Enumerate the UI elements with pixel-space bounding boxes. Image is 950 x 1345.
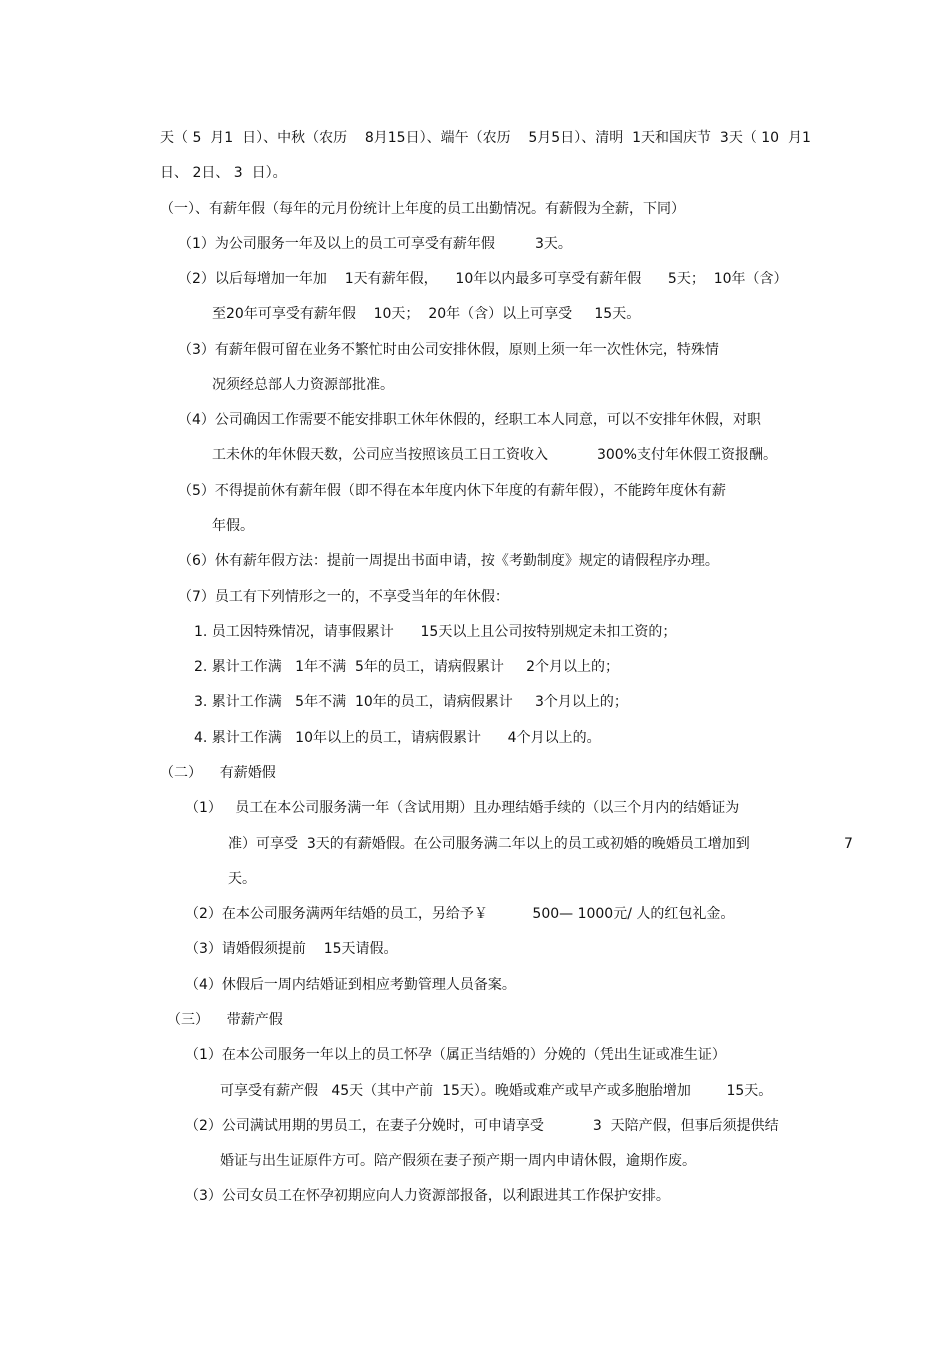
list-item: （1）在本公司服务一年以上的员工怀孕（属正当结婚的）分娩的（凭出生证或准生证） bbox=[185, 1047, 726, 1063]
sub-list-item: 1. 员工因特殊情况，请事假累计 15天以上且公司按特别规定未扣工资的； bbox=[194, 624, 677, 640]
text-line: 天（ 5 月1 日）、中秋（农历 8月15日）、端午（农历 5月5日）、清明 1天和国庆节 3天（ 10 月1 bbox=[160, 130, 811, 146]
list-item: （3）请婚假须提前 15天请假。 bbox=[185, 941, 398, 957]
list-item: （1） 员工在本公司服务满一年（含试用期）且办理结婚手续的（以三个月内的结婚证为 bbox=[185, 800, 740, 816]
section-heading: （二） 有薪婚假 bbox=[160, 765, 276, 781]
list-item: （3）有薪年假可留在业务不繁忙时由公司安排休假，原则上须一年一次性休完，特殊情 bbox=[178, 342, 719, 358]
list-item-continuation: 可享受有薪产假 45天（其中产前 15天）。晚婚或难产或早产或多胞胎增加 15天。 bbox=[220, 1083, 773, 1099]
list-item-continuation: 至20年可享受有薪年假 10天； 20年（含）以上可享受 15天。 bbox=[212, 306, 641, 322]
list-item-continuation: 况须经总部人力资源部批准。 bbox=[212, 377, 394, 393]
list-item-continuation: 婚证与出生证原件方可。陪产假须在妻子预产期一周内申请休假，逾期作废。 bbox=[220, 1153, 696, 1169]
list-item: （1）为公司服务一年及以上的员工可享受有薪年假 3天。 bbox=[178, 236, 572, 252]
sub-list-item: 3. 累计工作满 5年不满 10年的员工，请病假累计 3个月以上的； bbox=[194, 694, 628, 710]
list-item-continuation: 准）可享受 3天的有薪婚假。在公司服务满二年以上的员工或初婚的晚婚员工增加到 bbox=[228, 836, 750, 852]
text-line: 日、 2日、 3 日）。 bbox=[160, 165, 287, 181]
list-item: （3）公司女员工在怀孕初期应向人力资源部报备，以利跟进其工作保护安排。 bbox=[185, 1188, 670, 1204]
sub-list-item: 2. 累计工作满 1年不满 5年的员工，请病假累计 2个月以上的； bbox=[194, 659, 620, 675]
list-item-continuation: 工未休的年休假天数，公司应当按照该员工日工资收入 300%支付年休假工资报酬。 bbox=[212, 447, 777, 463]
section-heading: （三） 带薪产假 bbox=[167, 1012, 283, 1028]
list-item: （7）员工有下列情形之一的，不享受当年的年休假： bbox=[178, 589, 509, 605]
sub-list-item: 4. 累计工作满 10年以上的员工，请病假累计 4个月以上的。 bbox=[194, 730, 601, 746]
list-item: （5）不得提前休有薪年假（即不得在本年度内休下年度的有薪年假），不能跨年度休有薪 bbox=[178, 483, 726, 499]
list-item: （4）公司确因工作需要不能安排职工休年休假的，经职工本人同意，可以不安排年休假，对职 bbox=[178, 412, 761, 428]
list-item: （2）在本公司服务满两年结婚的员工，另给予￥ 500— 1000元/ 人的红包礼金。 bbox=[185, 906, 735, 922]
list-item: （2）以后每增加一年加 1天有薪年假， 10年以内最多可享受有薪年假 5天； 10年（含） bbox=[178, 271, 788, 287]
list-item: （6）休有薪年假方法：提前一周提出书面申请，按《考勤制度》规定的请假程序办理。 bbox=[178, 553, 719, 569]
list-item-continuation: 年假。 bbox=[212, 518, 254, 534]
list-item: （4）休假后一周内结婚证到相应考勤管理人员备案。 bbox=[185, 977, 516, 993]
section-heading: （一）、有薪年假（每年的元月份统计上年度的员工出勤情况。有薪假为全薪，下同） bbox=[160, 201, 685, 217]
list-item-continuation: 天。 bbox=[228, 871, 256, 887]
list-item: （2）公司满试用期的男员工，在妻子分娩时，可申请享受 3 天陪产假，但事后须提供结 bbox=[185, 1118, 779, 1134]
list-item-continuation: 7 bbox=[844, 836, 853, 852]
